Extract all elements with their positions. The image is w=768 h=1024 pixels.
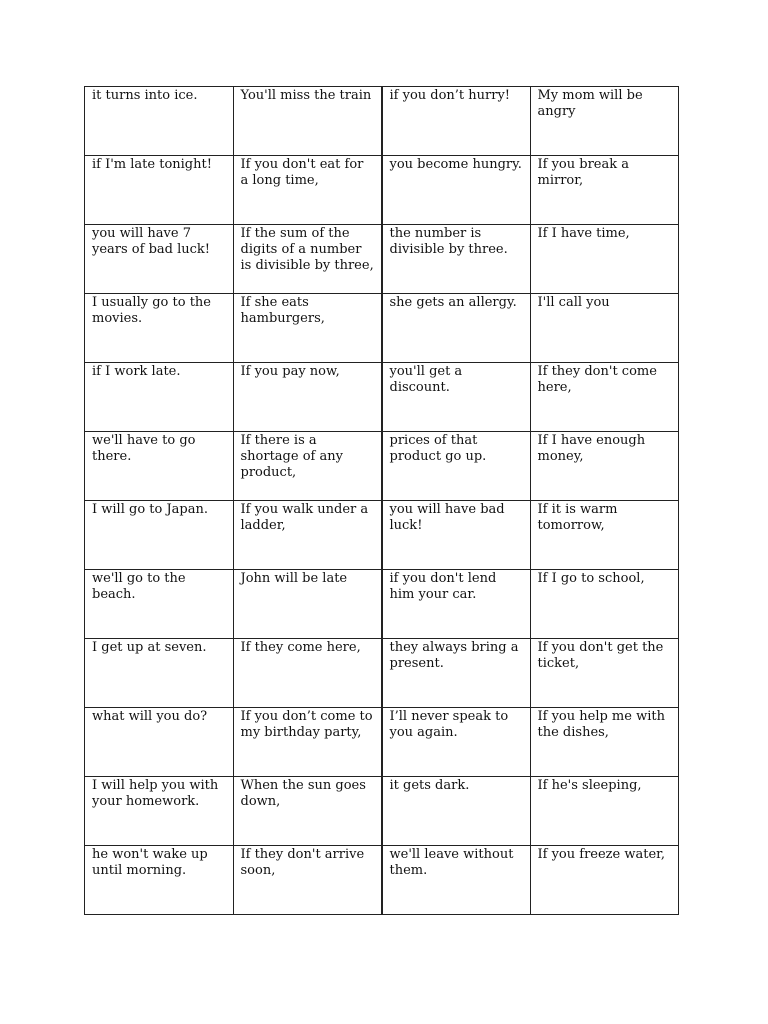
table-row [85,570,679,639]
table-row [85,708,679,777]
sentence-card: prices of that product go up. [382,432,531,501]
sentence-card: we'll leave without them. [382,846,531,915]
sentence-card: If they don't arrive soon, [233,846,382,915]
sentence-card: I usually go to the movies. [85,294,234,363]
sentence-card: If you walk under a ladder, [233,501,382,570]
sentence-card-table [84,86,679,915]
table-row [85,846,679,915]
table-row [85,156,679,225]
sentence-card: we'll go to the beach. [85,570,234,639]
table-row [85,225,679,294]
table-row [85,639,679,708]
sentence-card: If you pay now, [233,363,382,432]
sentence-card: she gets an allergy. [382,294,531,363]
sentence-card: I get up at seven. [85,639,234,708]
sentence-card: If there is a shortage of any product, [233,432,382,501]
sentence-card: My mom will be angry [530,87,679,156]
sentence-card: If you don't eat for a long time, [233,156,382,225]
table-row [85,777,679,846]
sentence-card: he won't wake up until morning. [85,846,234,915]
sentence-card: what will you do? [85,708,234,777]
sentence-card: you'll get a discount. [382,363,531,432]
sentence-card: it gets dark. [382,777,531,846]
sentence-card: you become hungry. [382,156,531,225]
sentence-card: if you don’t hurry! [382,87,531,156]
sentence-card: I’ll never speak to you again. [382,708,531,777]
sentence-card: I will help you with your homework. [85,777,234,846]
sentence-card: If she eats hamburgers, [233,294,382,363]
table-row [85,501,679,570]
sentence-card: the number is divisible by three. [382,225,531,294]
sentence-card: I will go to Japan. [85,501,234,570]
sentence-card: if I work late. [85,363,234,432]
sentence-card: it turns into ice. [85,87,234,156]
sentence-card-table-body [85,87,679,915]
sentence-card: If you break a mirror, [530,156,679,225]
sentence-card: I'll call you [530,294,679,363]
sentence-card: If I have enough money, [530,432,679,501]
sentence-card: you will have bad luck! [382,501,531,570]
sentence-card: If I have time, [530,225,679,294]
sentence-card: if I'm late tonight! [85,156,234,225]
table-row [85,432,679,501]
sentence-card: If you don’t come to my birthday party, [233,708,382,777]
sentence-card: If they don't come here, [530,363,679,432]
sentence-card: You'll miss the train [233,87,382,156]
sentence-card: If they come here, [233,639,382,708]
sentence-card: you will have 7 years of bad luck! [85,225,234,294]
sentence-card: When the sun goes down, [233,777,382,846]
table-row [85,87,679,156]
sentence-card: John will be late [233,570,382,639]
sentence-card: If you don't get the ticket, [530,639,679,708]
sentence-card: if you don't lend him your car. [382,570,531,639]
sentence-card: If you help me with the dishes, [530,708,679,777]
sentence-card: If he's sleeping, [530,777,679,846]
sentence-card: If the sum of the digits of a number is divisible by three, [233,225,382,294]
sentence-card: If I go to school, [530,570,679,639]
table-row [85,294,679,363]
sentence-card: they always bring a present. [382,639,531,708]
sentence-card: we'll have to go there. [85,432,234,501]
sentence-card: If you freeze water, [530,846,679,915]
sentence-card: If it is warm tomorrow, [530,501,679,570]
table-row [85,363,679,432]
